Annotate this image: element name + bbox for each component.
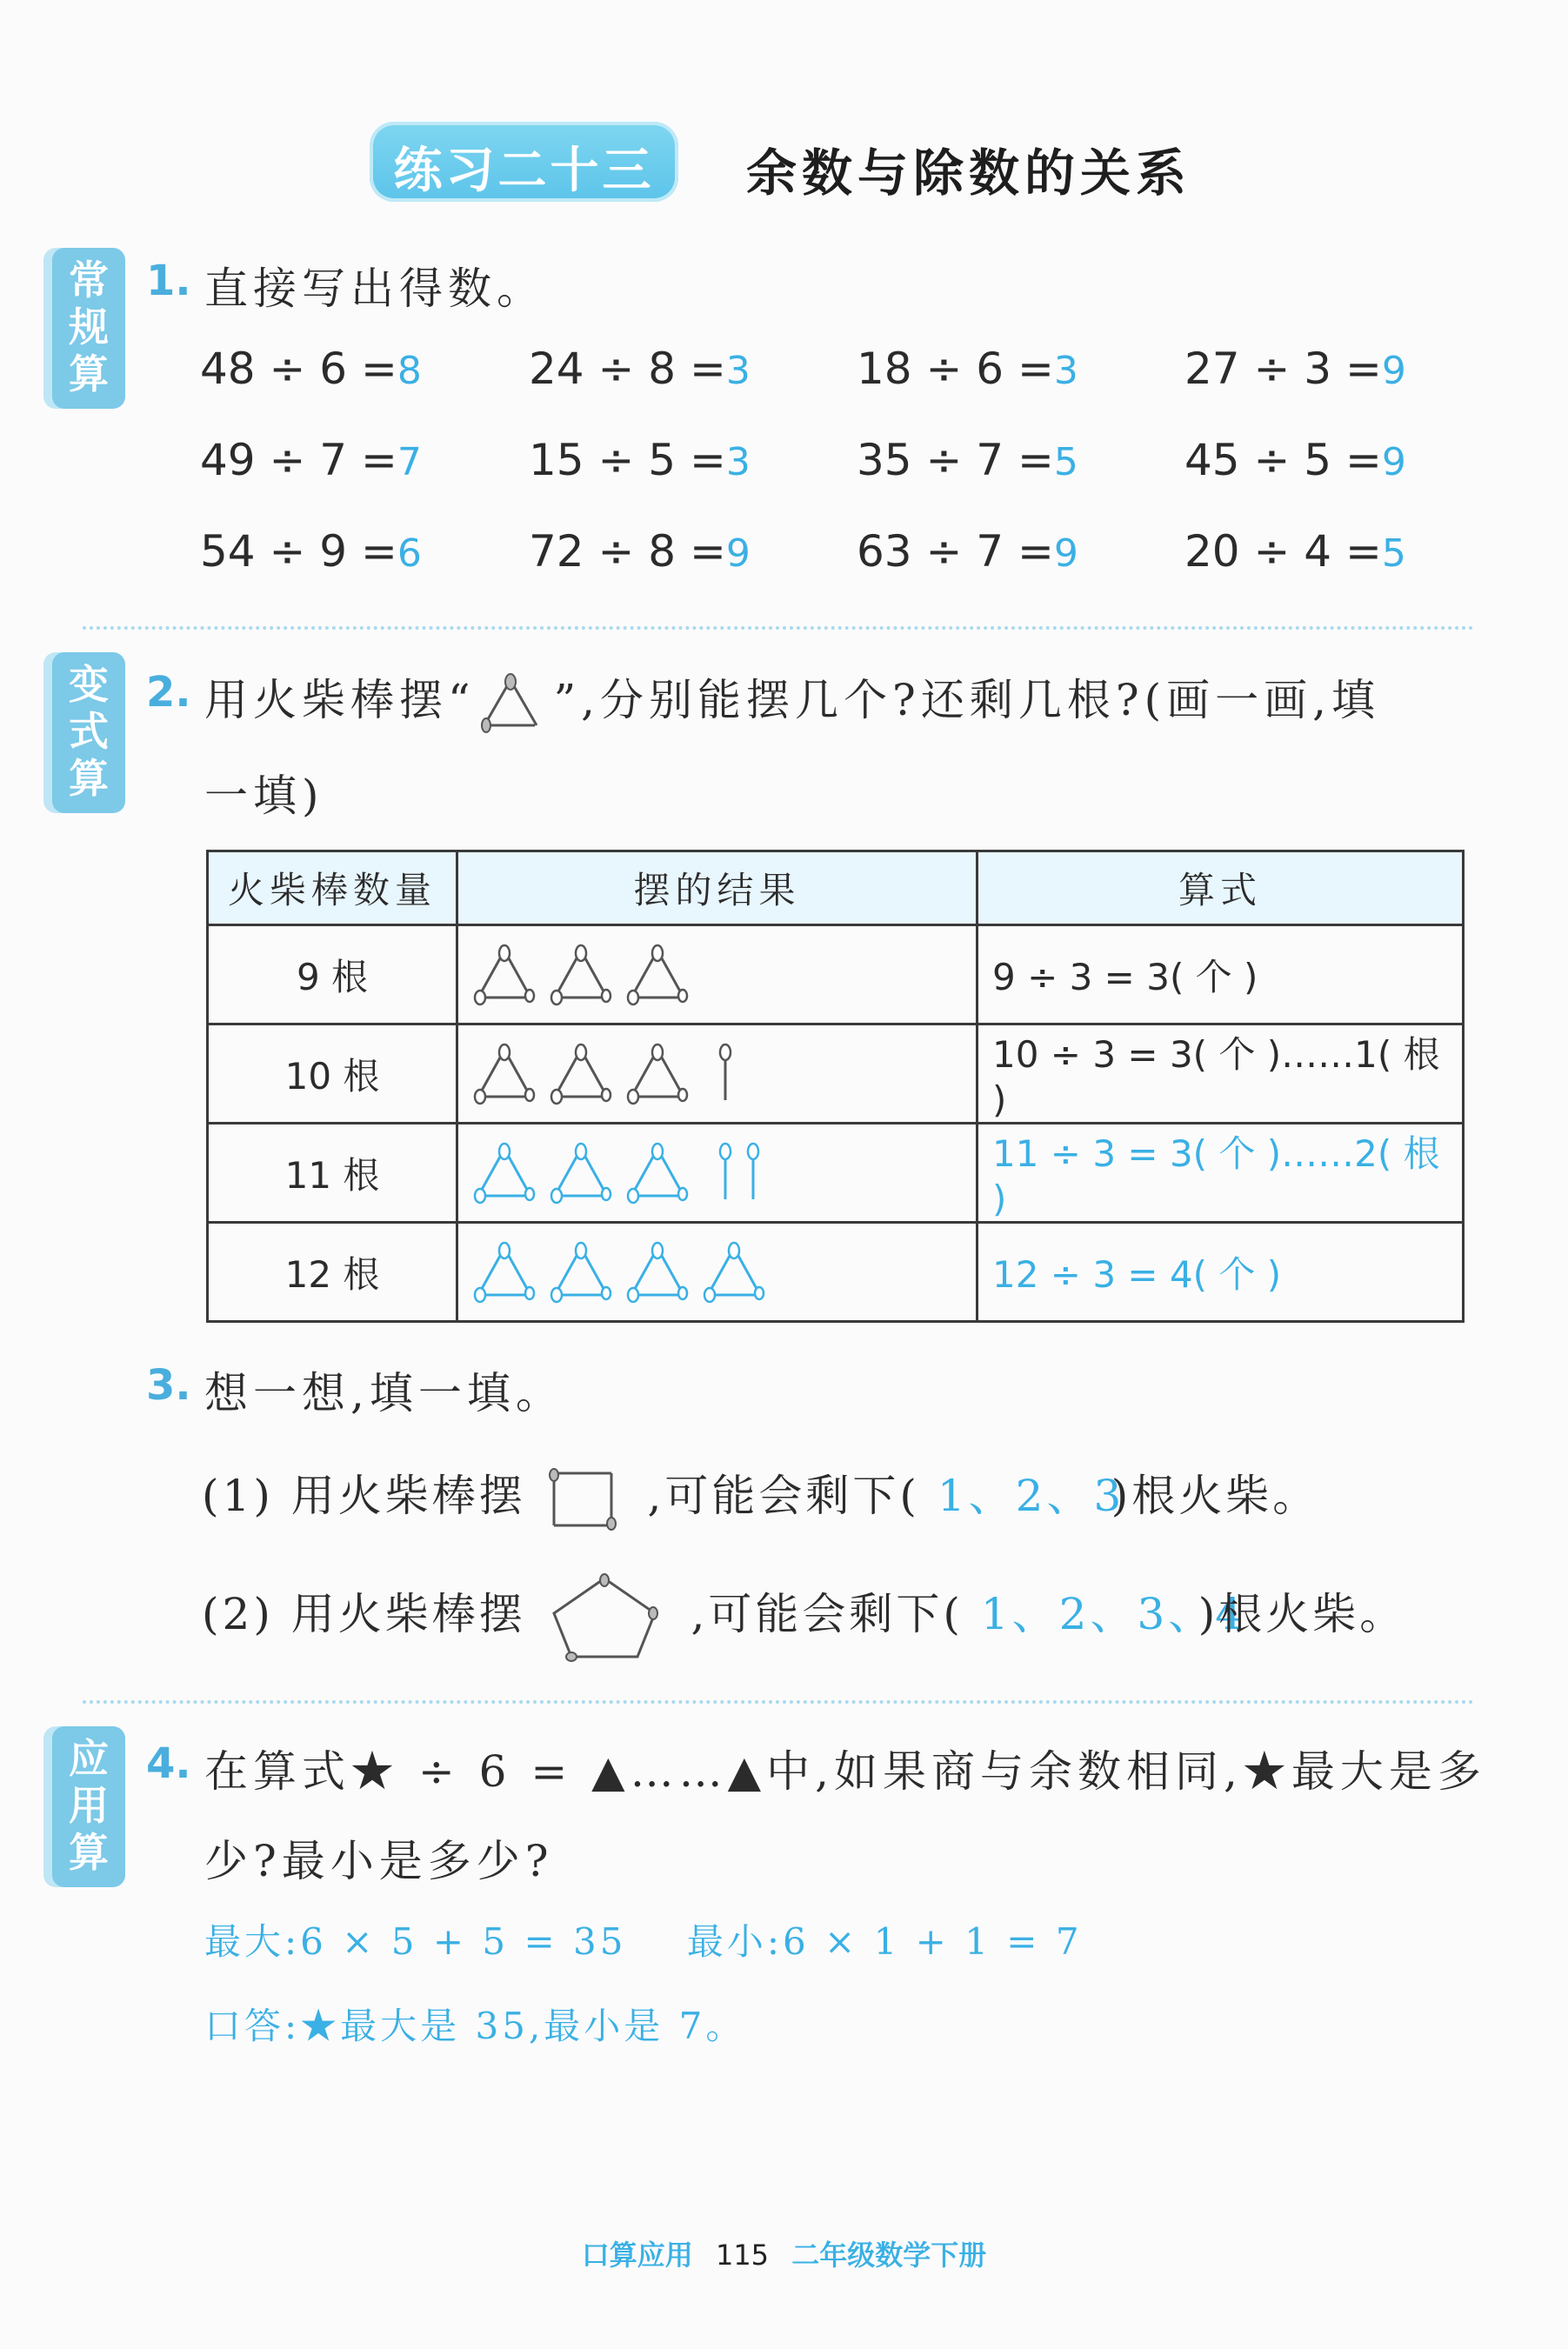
equation-expression: 35 ÷ 7 = bbox=[857, 435, 1054, 485]
q2-prompt-part: 用火柴棒摆“ bbox=[204, 675, 476, 725]
matchstick-triangle-icon bbox=[624, 944, 691, 1006]
q1-equation bbox=[200, 526, 422, 577]
q1-equation bbox=[200, 435, 422, 485]
division-formula: 9 ÷ 3 = 3( 个 ) bbox=[977, 925, 1464, 1024]
match-arrangement bbox=[457, 1223, 977, 1322]
matchstick-table bbox=[206, 850, 1465, 1323]
table-header: 火柴棒数量 bbox=[208, 851, 457, 925]
q3-part2-text: (2) 用火柴棒摆 bbox=[202, 1589, 526, 1639]
matchstick-triangle-icon bbox=[624, 1241, 691, 1304]
match-count: 9 根 bbox=[208, 925, 457, 1024]
q1-equation bbox=[857, 344, 1078, 394]
equation-expression: 72 ÷ 8 = bbox=[529, 526, 726, 577]
equation-expression: 18 ÷ 6 = bbox=[857, 344, 1054, 394]
division-formula: 11 ÷ 3 = 3( 个 )……2( 根 ) bbox=[977, 1124, 1464, 1223]
tab-char: 规 bbox=[69, 304, 109, 350]
tab-char: 应 bbox=[69, 1735, 109, 1782]
q2-prompt-part: ”,分别能摆几个?还剩几根?(画一画,填 bbox=[553, 675, 1381, 725]
equation-answer: 6 bbox=[397, 531, 422, 576]
equation-expression: 49 ÷ 7 = bbox=[200, 435, 397, 485]
matchstick-triangle-icon bbox=[547, 1043, 615, 1105]
table-row bbox=[208, 1124, 1464, 1223]
match-arrangement bbox=[457, 1024, 977, 1124]
matchstick-triangle-icon bbox=[470, 1241, 538, 1304]
equation-answer: 9 bbox=[725, 531, 751, 576]
match-count: 11 根 bbox=[208, 1124, 457, 1223]
q1-number: 1. bbox=[146, 257, 191, 305]
match-arrangement bbox=[457, 925, 977, 1024]
q4-prompt: 在算式★ ÷ 6 = ▲……▲中,如果商与余数相同,★最大是多 bbox=[204, 1746, 1486, 1797]
table-row bbox=[208, 1024, 1464, 1124]
q3-part1 bbox=[202, 1461, 1319, 1534]
matchstick-triangle-icon bbox=[547, 944, 615, 1006]
matchstick-triangle-icon bbox=[700, 1241, 768, 1304]
equation-expression: 27 ÷ 3 = bbox=[1184, 344, 1382, 394]
q1-equation bbox=[1184, 344, 1406, 394]
matchstick-icon bbox=[716, 1142, 735, 1205]
equation-answer: 8 bbox=[397, 349, 422, 393]
equation-expression: 45 ÷ 5 = bbox=[1184, 435, 1382, 485]
section-divider bbox=[83, 1700, 1474, 1704]
q3-prompt: 想一想,填一填。 bbox=[204, 1368, 564, 1418]
tab-char: 式 bbox=[69, 708, 109, 755]
q4-number: 4. bbox=[146, 1739, 191, 1788]
equation-answer: 3 bbox=[725, 440, 751, 484]
q2-prompt bbox=[204, 665, 1380, 734]
q3-part1-answer: 1、2、3 bbox=[937, 1471, 1125, 1521]
matchstick-triangle-icon bbox=[624, 1043, 691, 1105]
q3-number: 3. bbox=[146, 1361, 191, 1410]
matchstick-triangle-icon bbox=[470, 944, 538, 1006]
equation-answer: 9 bbox=[1381, 349, 1406, 393]
side-tab-application bbox=[52, 1726, 125, 1887]
tab-char: 算 bbox=[69, 755, 109, 802]
equation-expression: 54 ÷ 9 = bbox=[200, 526, 397, 577]
exercise-badge bbox=[370, 122, 678, 202]
matchstick-triangle-icon bbox=[476, 673, 545, 734]
equation-expression: 48 ÷ 6 = bbox=[200, 344, 397, 394]
q1-equation bbox=[529, 344, 751, 394]
section-divider bbox=[83, 626, 1474, 630]
page-number: 115 bbox=[715, 2239, 770, 2272]
matchstick-triangle-icon bbox=[547, 1142, 615, 1205]
page-title: 余数与除数的关系 bbox=[746, 143, 1192, 203]
footer-book-label: 口算应用 bbox=[581, 2239, 693, 2272]
q1-equation bbox=[857, 526, 1078, 577]
q4-prompt-line2: 少?最小是多少? bbox=[204, 1836, 554, 1886]
table-row bbox=[208, 1223, 1464, 1322]
equation-answer: 7 bbox=[397, 440, 422, 484]
q3-part1-text: ,可能会剩下( bbox=[647, 1471, 920, 1521]
table-header: 算式 bbox=[977, 851, 1464, 925]
equation-expression: 24 ÷ 8 = bbox=[529, 344, 726, 394]
matchstick-triangle-icon bbox=[470, 1142, 538, 1205]
matchstick-triangle-icon bbox=[547, 1241, 615, 1304]
q3-part2-text: ,可能会剩下( bbox=[691, 1589, 964, 1639]
matchstick-triangle-icon bbox=[624, 1142, 691, 1205]
q1-prompt: 直接写出得数。 bbox=[204, 264, 545, 314]
q1-equation bbox=[857, 435, 1078, 485]
tab-char: 变 bbox=[69, 661, 109, 708]
page-footer bbox=[0, 2233, 1568, 2273]
equation-answer: 5 bbox=[1381, 531, 1406, 576]
equation-answer: 9 bbox=[1053, 531, 1078, 576]
tab-char: 算 bbox=[69, 350, 109, 397]
match-count: 10 根 bbox=[208, 1024, 457, 1124]
q3-part1-text: (1) 用火柴棒摆 bbox=[202, 1471, 526, 1521]
footer-grade-label: 二年级数学下册 bbox=[791, 2239, 987, 2272]
table-header: 摆的结果 bbox=[457, 851, 977, 925]
q3-part2 bbox=[202, 1570, 1406, 1665]
tab-char: 用 bbox=[69, 1782, 109, 1829]
page-header bbox=[0, 113, 1568, 209]
q1-equation bbox=[529, 435, 751, 485]
q3-part1-text: )根火柴。 bbox=[1111, 1471, 1320, 1521]
equation-answer: 3 bbox=[1053, 349, 1078, 393]
q1-equation bbox=[1184, 435, 1406, 485]
equation-answer: 5 bbox=[1053, 440, 1078, 484]
q3-part2-text: )根火柴。 bbox=[1198, 1589, 1407, 1639]
match-count: 12 根 bbox=[208, 1223, 457, 1322]
side-tab-variant bbox=[52, 652, 125, 813]
exercise-badge-label: 练习二十三 bbox=[393, 143, 655, 199]
q1-equation bbox=[200, 344, 422, 394]
matchstick-triangle-icon bbox=[470, 1043, 538, 1105]
q2-prompt-line2: 一填) bbox=[204, 771, 324, 821]
matchstick-icon bbox=[716, 1043, 735, 1105]
q2-number: 2. bbox=[146, 668, 191, 717]
equation-answer: 3 bbox=[725, 349, 751, 393]
equation-expression: 63 ÷ 7 = bbox=[857, 526, 1054, 577]
q1-equation bbox=[1184, 526, 1406, 577]
table-row bbox=[208, 925, 1464, 1024]
equation-answer: 9 bbox=[1381, 440, 1406, 484]
q3-part2-answer: 1、2、3、4 bbox=[980, 1589, 1247, 1639]
matchstick-icon bbox=[744, 1142, 763, 1205]
equation-expression: 20 ÷ 4 = bbox=[1184, 526, 1382, 577]
matchstick-pentagon-icon bbox=[544, 1570, 665, 1665]
division-formula: 10 ÷ 3 = 3( 个 )……1( 根 ) bbox=[977, 1024, 1464, 1124]
q4-answer-calc: 最大:6 × 5 + 5 = 35 最小:6 × 1 + 1 = 7 bbox=[204, 1920, 1083, 1963]
division-formula: 12 ÷ 3 = 4( 个 ) bbox=[977, 1223, 1464, 1322]
matchstick-square-icon bbox=[544, 1465, 622, 1534]
equation-expression: 15 ÷ 5 = bbox=[529, 435, 726, 485]
q1-equation bbox=[529, 526, 751, 577]
side-tab-routine bbox=[52, 248, 125, 409]
q4-answer-statement: 口答:★最大是 35,最小是 7。 bbox=[204, 2005, 746, 2047]
tab-char: 常 bbox=[69, 257, 109, 304]
table-header-row bbox=[208, 851, 1464, 925]
tab-char: 算 bbox=[69, 1829, 109, 1876]
match-arrangement bbox=[457, 1124, 977, 1223]
